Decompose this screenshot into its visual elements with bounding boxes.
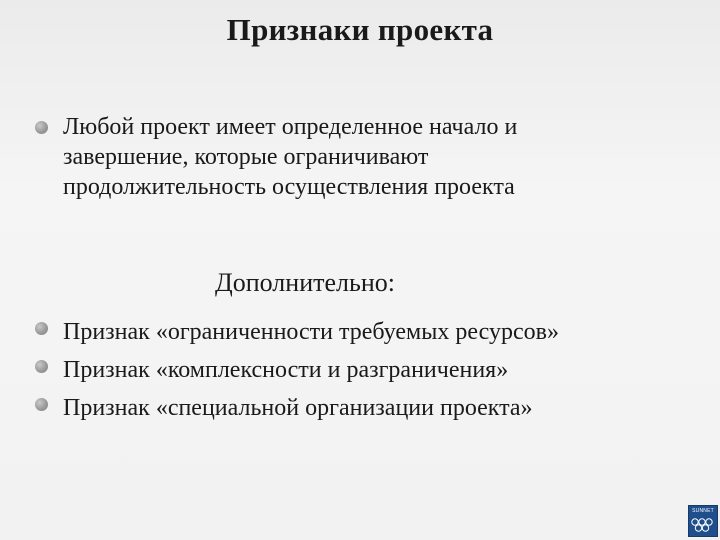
bullet-icon (35, 360, 48, 373)
bullet-icon (35, 398, 48, 411)
subheading-text: Дополнительно (215, 268, 388, 297)
extra-bullet-list (35, 313, 695, 427)
sunnet-logo-icon (688, 505, 718, 537)
extra-bullet-text: Признак «ограниченности требуемых ресурсов» (63, 319, 559, 345)
bullet-icon (35, 121, 48, 134)
logo-rings-icon (689, 515, 717, 537)
main-bullet (35, 112, 635, 202)
main-bullet-text: Любой проект имеет определенное начало и завершение, которые ограничивают продолжительность осуществления проекта (63, 114, 518, 200)
slide-title: Признаки проекта (226, 12, 494, 47)
list-item (35, 112, 635, 202)
subheading-colon: : (387, 268, 395, 297)
list-item (35, 351, 695, 389)
bullet-icon (35, 322, 48, 335)
list-item (35, 313, 695, 351)
list-item (35, 389, 695, 427)
extra-bullet-text: Признак «комплексности и разграничения» (63, 357, 509, 383)
subheading (215, 268, 395, 298)
logo-text: SUNNET (692, 508, 714, 514)
extra-bullet-text: Признак «специальной организации проекта» (63, 395, 533, 421)
